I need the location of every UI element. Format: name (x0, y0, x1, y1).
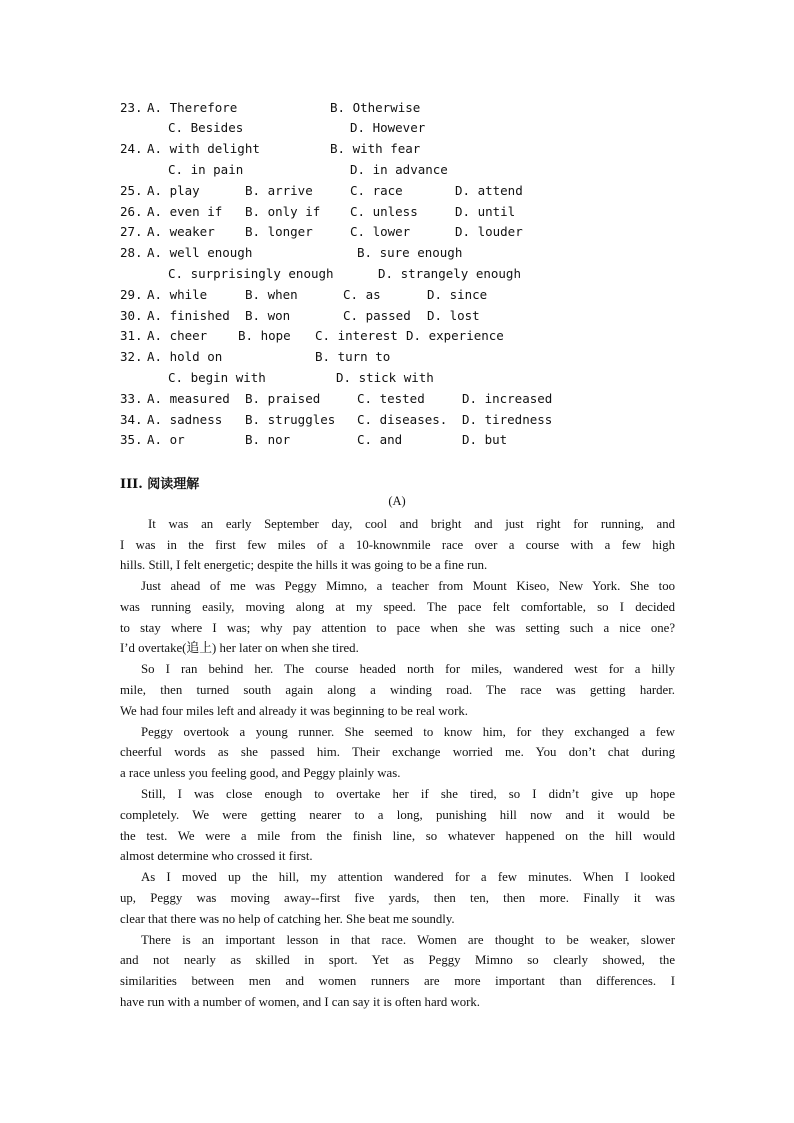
passage-line: hills. Still, I felt energetic; despite the hills it was going to be a fine run. (120, 558, 488, 572)
passage-line: almost determine who crossed it first. (120, 849, 313, 863)
option-32-a: A. hold on (147, 349, 223, 364)
question-24-number: 24. (120, 141, 143, 156)
option-30-a: A. finished (147, 308, 230, 323)
question-31-number: 31. (120, 328, 143, 343)
passage-line: I was in the first few miles of a 10-knownmile race over a course with a few high (120, 538, 675, 552)
option-31-d: D. experience (406, 328, 504, 343)
question-33-number: 33. (120, 391, 143, 406)
option-28-d: D. strangely enough (378, 266, 521, 281)
option-23-b: B. Otherwise (330, 100, 421, 115)
option-31-b: B. hope (238, 328, 291, 343)
option-29-b: B. when (245, 287, 298, 302)
passage-line: to stay where I was; why pay attention to pace when she was setting such a nice one? (120, 621, 675, 635)
option-25-d: D. attend (455, 183, 523, 198)
option-32-d: D. stick with (336, 370, 434, 385)
question-28-number: 28. (120, 245, 143, 260)
option-31-c: C. interest (315, 328, 398, 343)
option-24-d: D. in advance (350, 162, 448, 177)
passage-line: Just ahead of me was Peggy Mimno, a teacher from Mount Kiseo, New York. She too (141, 579, 675, 593)
passage-line: have run with a number of women, and I can say it is often hard work. (120, 995, 480, 1009)
question-27-number: 27. (120, 224, 143, 239)
passage-line: cheerful words as she passed him. Their exchange worried me. You don’t chat during (120, 745, 675, 759)
option-25-a: A. play (147, 183, 200, 198)
option-25-b: B. arrive (245, 183, 313, 198)
passage-line: up, Peggy was moving away--first five yards, then ten, then more. Finally it was (120, 891, 675, 905)
passage-line: It was an early September day, cool and bright and just right for running, and (148, 517, 675, 531)
option-24-c: C. in pain (168, 162, 244, 177)
option-29-c: C. as (343, 287, 381, 302)
passage-line: similarities between men and women runners are more important than differences. I (120, 974, 675, 988)
option-35-d: D. but (462, 432, 508, 447)
option-26-d: D. until (455, 204, 516, 219)
passage-line: There is an important lesson in that race. Women are thought to be weaker, slower (141, 933, 675, 947)
question-35-number: 35. (120, 432, 143, 447)
option-31-a: A. cheer (147, 328, 208, 343)
option-34-a: A. sadness (147, 412, 223, 427)
passage-line: mile, then turned south again along a winding road. The race was getting harder. (120, 683, 675, 697)
option-29-d: D. since (427, 287, 488, 302)
option-23-c: C. Besides (168, 120, 244, 135)
option-30-c: C. passed (343, 308, 411, 323)
option-30-b: B. won (245, 308, 291, 323)
passage-line: a race unless you feeling good, and Peggy plainly was. (120, 766, 401, 780)
question-30-number: 30. (120, 308, 143, 323)
option-26-b: B. only if (245, 204, 321, 219)
passage-line: the test. We were a mile from the finish line, so whatever happened on the hill would (120, 829, 675, 843)
option-23-a: A. Therefore (147, 100, 238, 115)
option-27-b: B. longer (245, 224, 313, 239)
question-34-number: 34. (120, 412, 143, 427)
option-28-a: A. well enough (147, 245, 253, 260)
option-26-c: C. unless (350, 204, 418, 219)
passage-line: Still, I was close enough to overtake her if she tired, so I didn’t give up hope (141, 787, 675, 801)
option-29-a: A. while (147, 287, 208, 302)
option-30-d: D. lost (427, 308, 480, 323)
option-28-c: C. surprisingly enough (168, 266, 334, 281)
passage-line: was running easily, moving along at my speed. The pace felt comfortable, so I decided (120, 600, 675, 614)
question-23-number: 23. (120, 100, 143, 115)
option-24-b: B. with fear (330, 141, 421, 156)
section-title: III. 阅读理解 (120, 477, 200, 492)
option-35-c: C. and (357, 432, 403, 447)
option-33-b: B. praised (245, 391, 321, 406)
option-32-b: B. turn to (315, 349, 391, 364)
passage-line: Peggy overtook a young runner. She seemed to know him, for they exchanged a few (141, 725, 675, 739)
question-25-number: 25. (120, 183, 143, 198)
option-27-a: A. weaker (147, 224, 215, 239)
option-26-a: A. even if (147, 204, 223, 219)
passage-line: clear that there was no help of catching her. She beat me soundly. (120, 912, 455, 926)
option-24-a: A. with delight (147, 141, 260, 156)
passage-line: We had four miles left and already it was beginning to be real work. (120, 704, 468, 718)
option-34-c: C. diseases. (357, 412, 448, 427)
option-23-d: D. However (350, 120, 426, 135)
question-26-number: 26. (120, 204, 143, 219)
option-34-b: B. struggles (245, 412, 336, 427)
option-34-d: D. tiredness (462, 412, 553, 427)
option-35-b: B. nor (245, 432, 291, 447)
option-28-b: B. sure enough (357, 245, 463, 260)
option-33-d: D. increased (462, 391, 553, 406)
option-27-c: C. lower (350, 224, 411, 239)
passage-line: completely. We were getting nearer to a long, punishing hill now and it would be (120, 808, 675, 822)
passage-line: As I moved up the hill, my attention wandered for a few minutes. When I looked (141, 870, 675, 884)
passage-line: So I ran behind her. The course headed north for miles, wandered west for a hilly (141, 662, 675, 676)
option-25-c: C. race (350, 183, 403, 198)
option-35-a: A. or (147, 432, 185, 447)
passage-line: I’d overtake(追上) her later on when she tired. (120, 641, 359, 655)
option-33-c: C. tested (357, 391, 425, 406)
option-27-d: D. louder (455, 224, 523, 239)
option-32-c: C. begin with (168, 370, 266, 385)
passage-label: (A) (388, 494, 406, 508)
question-29-number: 29. (120, 287, 143, 302)
option-33-a: A. measured (147, 391, 230, 406)
question-32-number: 32. (120, 349, 143, 364)
passage-line: and not nearly as skilled in sport. Yet as Peggy Mimno so clearly showed, the (120, 953, 675, 967)
